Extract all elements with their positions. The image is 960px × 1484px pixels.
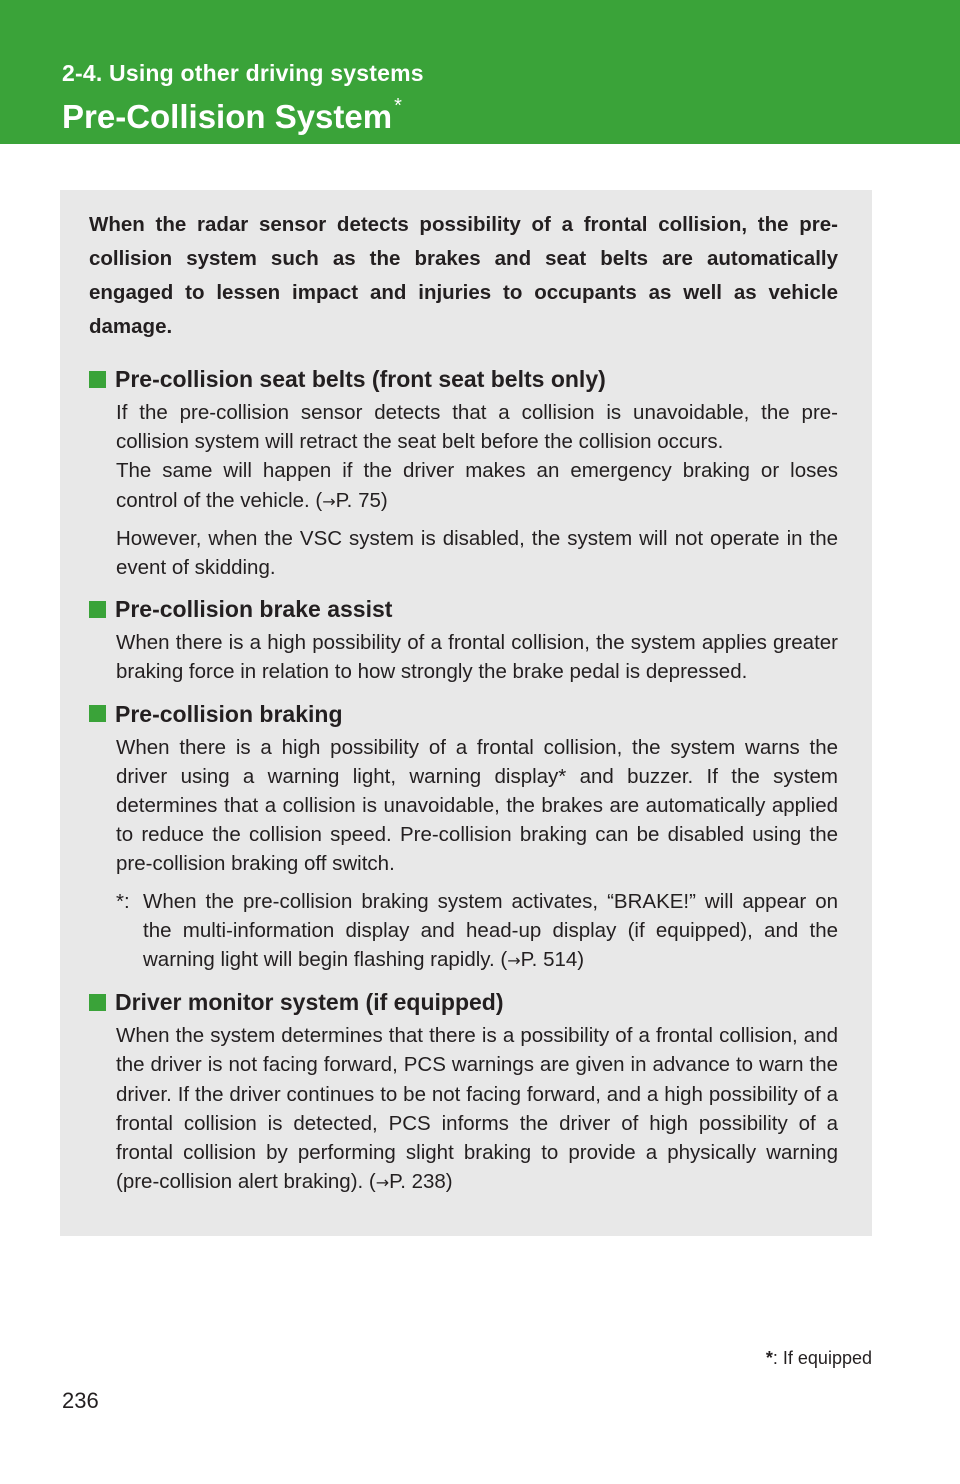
- page-title-text: Pre-Collision System: [62, 98, 393, 135]
- page-reference-link[interactable]: P. 514): [520, 948, 585, 972]
- feature-heading-text: Pre-collision brake assist: [115, 596, 393, 623]
- body-text: When the pre-collision braking system activates, “BRAKE!” will appear on the multi-information display and head-up display (if equipped), and the warning light will begin flashing rapidly. (: [143, 889, 838, 972]
- feature-heading-text: Pre-collision braking: [115, 700, 343, 727]
- arrow-right-icon: →: [507, 951, 521, 971]
- bullet-square-icon: [89, 371, 106, 388]
- feature-driver-monitor: [89, 987, 838, 1197]
- bullet-square-icon: [89, 601, 106, 618]
- feature-heading: [89, 364, 838, 394]
- feature-description: When there is a high possibility of a frontal collision, the system applies greater braking force in relation to how strongly the brake pedal is depressed.: [116, 631, 838, 684]
- feature-brake-assist: [89, 594, 838, 686]
- content-panel: [60, 190, 872, 1236]
- feature-description: [116, 1021, 838, 1197]
- feature-heading-text: Driver monitor system (if equipped): [115, 989, 504, 1016]
- body-text: The same will happen if the driver makes an emergency braking or loses control of the vehicle. (: [116, 459, 838, 512]
- feature-heading: [89, 987, 838, 1017]
- arrow-right-icon: →: [375, 1173, 390, 1193]
- feature-seat-belts: [89, 364, 838, 582]
- feature-description: [116, 456, 838, 515]
- page-reference-link[interactable]: P. 238): [389, 1170, 453, 1194]
- feature-braking: [89, 699, 838, 976]
- bullet-square-icon: [89, 705, 106, 722]
- feature-description: If the pre-collision sensor detects that a collision is unavoidable, the pre-collision system will retract the seat belt before the collision occurs.: [116, 401, 838, 454]
- arrow-right-icon: →: [322, 491, 336, 511]
- footnote-text: : If equipped: [772, 1348, 872, 1368]
- bullet-square-icon: [89, 994, 106, 1011]
- feature-description: When there is a high possibility of a frontal collision, the system warns the driver using a warning light, warning display* and buzzer. If the system determines that a collision is unavoidable, the brakes are automatically applied to reduce the collision speed. Pre-collision braking can be disabled using the pre-collision braking off switch.: [116, 735, 838, 876]
- body-text: When the system determines that there is a possibility of a frontal collision, and the driver is not facing forward, PCS warnings are given in advance to warn the driver. If the driver continues to be not facing forward, and a high possibility of a frontal collision is detected, PCS informs the driver of high possibility of a frontal collision by performing slight braking to provide a physically warning (pre-collision alert braking). (: [116, 1024, 838, 1194]
- page-number: 236: [62, 1388, 99, 1413]
- page-footnote: [766, 1348, 872, 1369]
- title-footnote-mark: *: [394, 95, 402, 117]
- section-heading: 2-4. Using other driving systems: [62, 60, 424, 86]
- page-header-band: [0, 0, 960, 144]
- footnote-block: [116, 887, 838, 976]
- feature-heading: [89, 594, 838, 624]
- feature-description: However, when the VSC system is disabled, the system will not operate in the event of skidding.: [116, 526, 838, 580]
- page-reference-link[interactable]: P. 75): [335, 488, 388, 512]
- feature-heading: [89, 699, 838, 729]
- note-text: [143, 887, 838, 976]
- footnote-star: *: [765, 1348, 773, 1368]
- note-mark: *:: [116, 889, 130, 913]
- page-title: [62, 95, 402, 136]
- feature-heading-text: Pre-collision seat belts (front seat belts only): [115, 366, 606, 392]
- intro-paragraph: When the radar sensor detects possibility of a frontal collision, the pre-collision system such as the brakes and seat belts are automatically engaged to lessen impact and injuries to occupants as well as vehicle damage.: [89, 213, 838, 338]
